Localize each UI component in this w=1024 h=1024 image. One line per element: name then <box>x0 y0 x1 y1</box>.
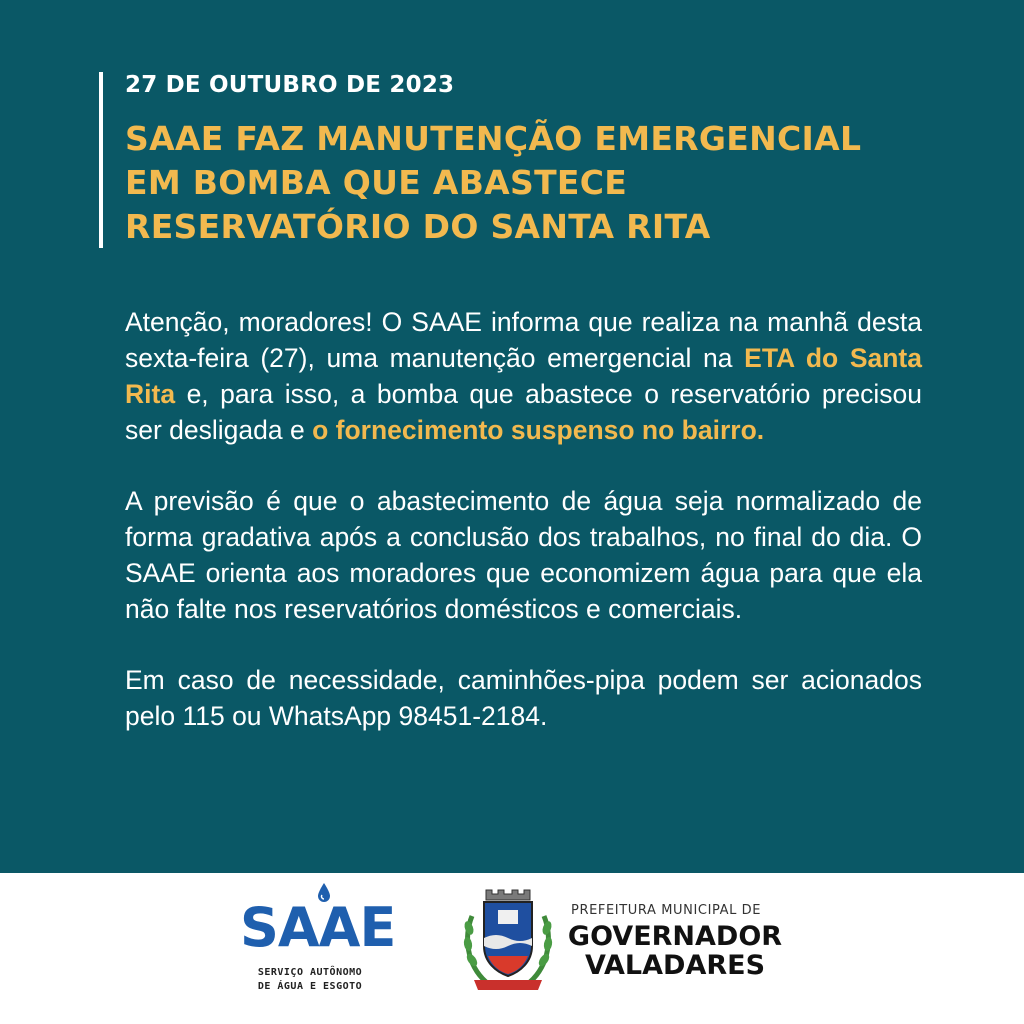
saae-subtitle-line: DE ÁGUA E ESGOTO <box>257 981 363 992</box>
city-name-line: VALADARES <box>584 950 766 981</box>
saae-wordmark: SAAE <box>240 896 396 959</box>
municipal-crest-icon <box>460 886 556 998</box>
paragraph-text: Atenção, moradores! O SAAE informa que realiza na manhã desta sexta-feira (27), uma manutenção emergencial na <box>125 307 922 373</box>
paragraph-1 <box>125 304 922 448</box>
headline-line: SAAE FAZ MANUTENÇÃO EMERGENCIAL <box>125 119 862 158</box>
saae-subtitle-line: SERVIÇO AUTÔNOMO <box>257 967 363 978</box>
vertical-accent-rule <box>99 72 103 248</box>
prefeitura-label: PREFEITURA MUNICIPAL DE <box>571 903 762 918</box>
city-name <box>560 922 790 980</box>
highlight-eta: ETA do Santa Rita <box>125 343 922 409</box>
post-date: 27 DE OUTUBRO DE 2023 <box>125 72 455 98</box>
paragraph-2: A previsão é que o abastecimento de água seja normalizado de forma gradativa após a conclusão dos trabalhos, no final do dia. O SAAE orienta aos moradores que economizem água para que ela não falte nos reservatórios domésticos e comerciais. <box>125 486 922 624</box>
headline-line: EM BOMBA QUE ABASTECE <box>125 163 628 202</box>
headline-line: RESERVATÓRIO DO SANTA RITA <box>125 207 711 246</box>
saae-subtitle <box>240 966 380 994</box>
paragraph-3: Em caso de necessidade, caminhões-pipa podem ser acionados pelo 115 ou WhatsApp 98451-2184. <box>125 665 922 731</box>
highlight-supply-suspended: o fornecimento suspenso no bairro. <box>312 415 765 445</box>
headline <box>125 117 985 249</box>
body-text <box>125 304 922 769</box>
city-name-line: GOVERNADOR <box>567 921 783 952</box>
paragraph-text: e, para isso, a bomba que abastece o reservatório precisou ser desligada e <box>125 379 922 445</box>
